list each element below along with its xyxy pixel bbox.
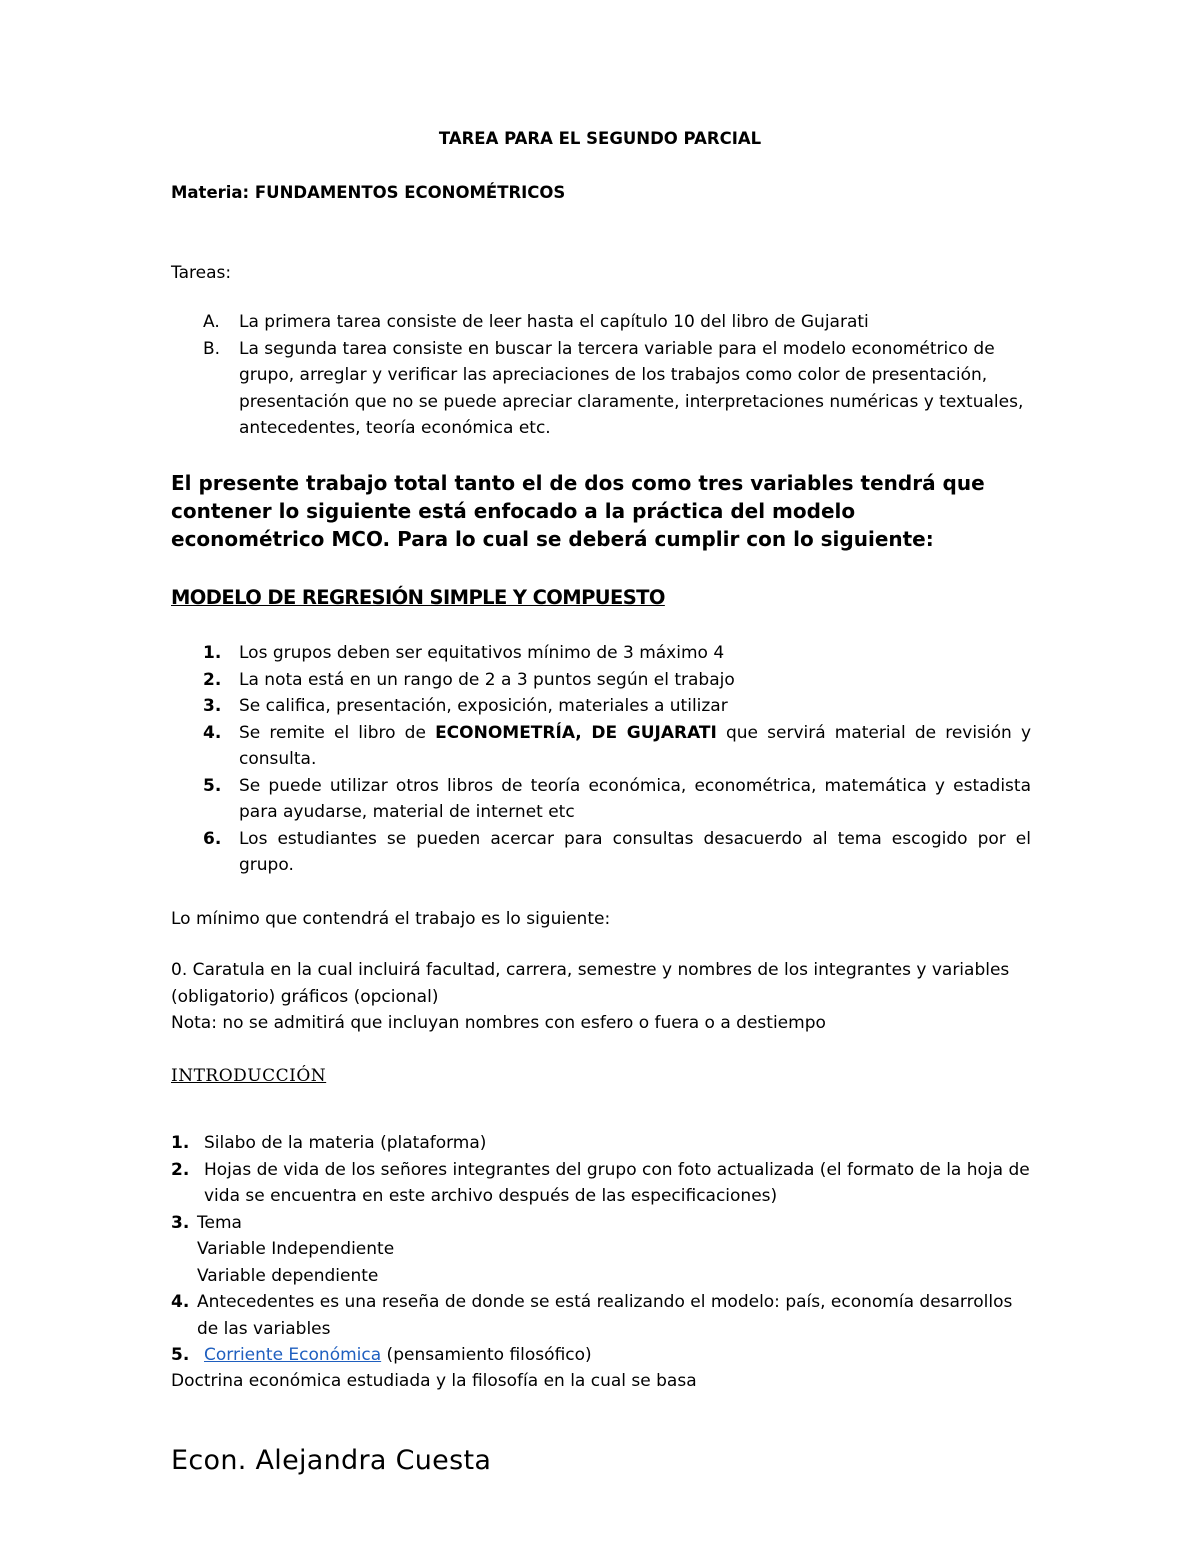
list-item (171, 693, 1031, 720)
list-item (171, 309, 1031, 336)
independent-variable-label: Variable Independiente (197, 1239, 395, 1259)
list-item-text-post: que servirá material de revisión y consulta. (239, 722, 1032, 769)
list-item-text: La segunda tarea consiste en buscar la tercera variable para el modelo econométrico de grupo, arreglar y verificar las apreciaciones de los trabajos como color de presentación, presentación que no se puede apreciar claramente, interpretaciones numéricas y textuales, antecedentes, teoría económica etc. (239, 338, 1024, 438)
list-marker: 3. (203, 696, 222, 716)
list-marker: 4. (171, 1292, 190, 1312)
intro-paragraph: El presente trabajo total tanto el de dos como tres variables tendrá que contener lo siguiente está enfocado a la práctica del modelo econométrico MCO. Para lo cual se deberá cumplir con lo siguiente: (171, 471, 985, 551)
tasks-list (171, 309, 1031, 442)
list-item (171, 1342, 1031, 1369)
list-item (171, 336, 1031, 442)
list-marker: 2. (171, 1159, 190, 1180)
doctrine-line: Doctrina económica estudiada y la filosofía en la cual se basa (171, 1371, 697, 1391)
list-item-text-pre: Se remite el libro de (239, 722, 436, 743)
list-item-text: Antecedentes es una reseña de donde se está realizando el modelo: país, economía desarrollos de las variables (197, 1292, 1013, 1339)
list-item-text: Hojas de vida de los señores integrantes del grupo con foto actualizada (el formato de la hoja de vida se encuentra en este archivo después de las especificaciones) (204, 1159, 1030, 1206)
subject-line: Materia: FUNDAMENTOS ECONOMÉTRICOS (171, 183, 566, 202)
list-item (171, 773, 1031, 826)
list-item (171, 1289, 1031, 1342)
list-item-text: Silabo de la materia (plataforma) (204, 1133, 487, 1153)
book-title: ECONOMETRÍA, DE GUJARATI (435, 722, 717, 743)
list-item (171, 720, 1031, 773)
list-marker: 1. (171, 1133, 190, 1153)
introduction-heading: INTRODUCCIÓN (171, 1066, 327, 1086)
list-item-text: La primera tarea consiste de leer hasta el capítulo 10 del libro de Gujarati (239, 312, 869, 332)
note-text: Nota: no se admitirá que incluyan nombres con esfero o fuera o a destiempo (171, 1013, 826, 1033)
list-marker: A. (203, 312, 220, 332)
economic-current-link[interactable]: Corriente Económica (204, 1345, 382, 1365)
tasks-label: Tareas: (171, 263, 232, 283)
list-marker: 3. (171, 1212, 190, 1233)
list-marker: 5. (203, 775, 222, 796)
minimum-content-line: Lo mínimo que contendrá el trabajo es lo siguiente: (171, 909, 611, 929)
list-item (171, 826, 1031, 879)
list-marker: 6. (203, 828, 222, 849)
requirements-list (171, 640, 1031, 879)
list-marker: 2. (203, 669, 222, 690)
list-marker: 1. (203, 643, 222, 663)
list-item (171, 667, 1031, 694)
list-item-text: Se puede utilizar otros libros de teoría económica, econométrica, matemática y estadista para ayudarse, material de internet etc (239, 775, 1031, 822)
document-title: TAREA PARA EL SEGUNDO PARCIAL (438, 129, 762, 148)
list-item (171, 1210, 1031, 1290)
cover-text: 0. Caratula en la cual incluirá facultad, carrera, semestre y nombres de los integrantes y variables (obligatorio) gráficos (opcional) (171, 960, 1010, 1007)
author-signature: Econ. Alejandra Cuesta (171, 1445, 492, 1476)
list-item-text: La nota está en un rango de 2 a 3 puntos según el trabajo (239, 669, 735, 690)
list-item (171, 640, 1031, 667)
cover-paragraph (171, 957, 1031, 1037)
list-marker: 5. (171, 1345, 190, 1365)
introduction-list (171, 1130, 1031, 1369)
list-item-text-post: (pensamiento filosófico) (381, 1345, 592, 1365)
section-heading: MODELO DE REGRESIÓN SIMPLE Y COMPUESTO (171, 586, 665, 609)
list-item-text: Los estudiantes se pueden acercar para consultas desacuerdo al tema escogido por el grupo. (239, 828, 1031, 875)
topic-label: Tema (197, 1212, 242, 1233)
list-marker: B. (203, 338, 221, 359)
dependent-variable-label: Variable dependiente (197, 1265, 379, 1286)
list-item-text: Los grupos deben ser equitativos mínimo de 3 máximo 4 (239, 643, 725, 663)
list-item-text: Se califica, presentación, exposición, materiales a utilizar (239, 696, 728, 716)
list-item (171, 1157, 1031, 1210)
list-marker: 4. (203, 722, 222, 743)
list-item (171, 1130, 1031, 1157)
